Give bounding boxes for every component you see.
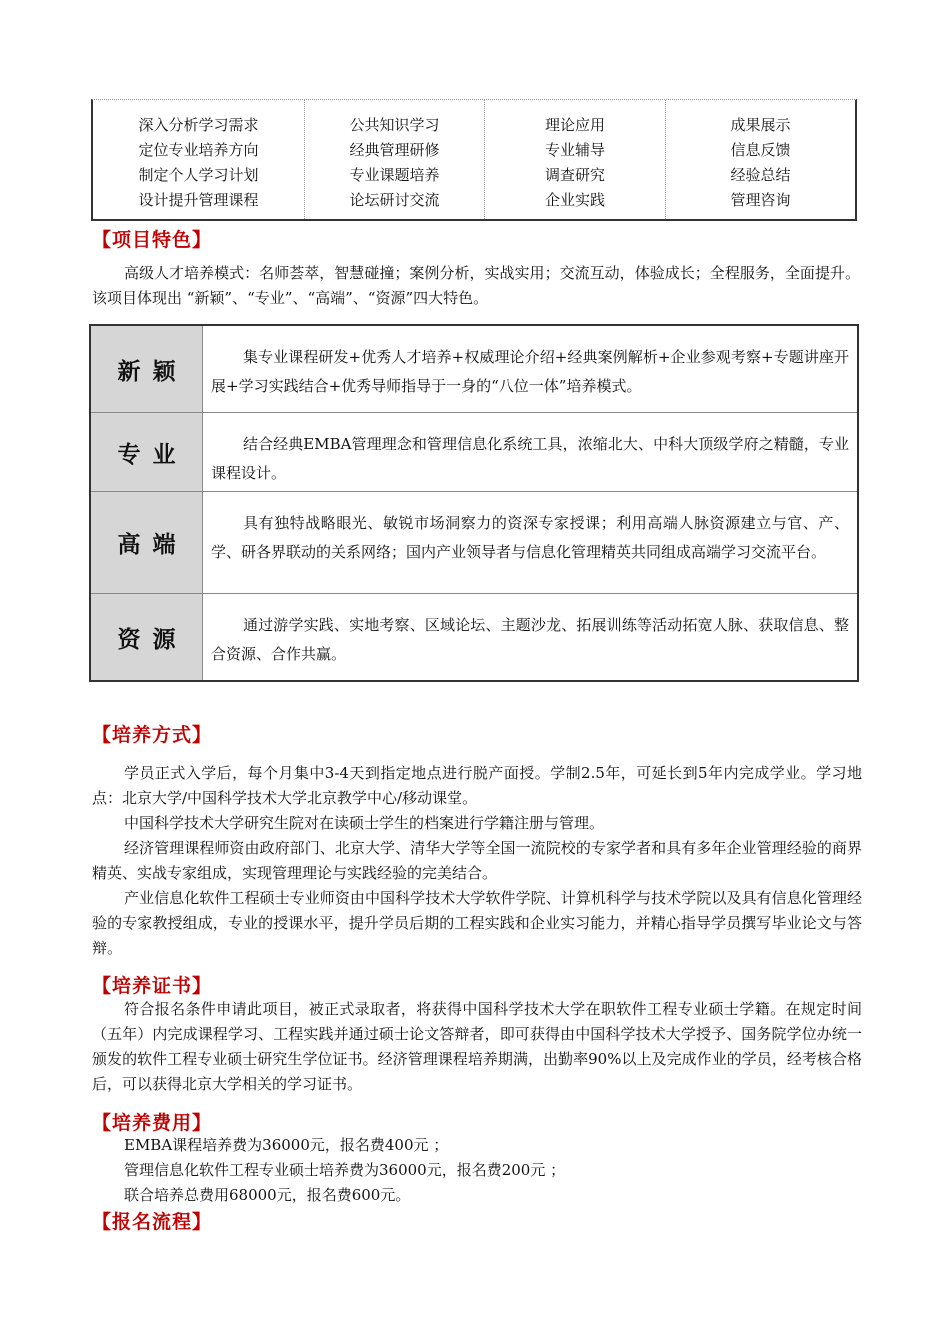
feature-label: 高端 bbox=[91, 492, 203, 593]
feature-label: 资源 bbox=[91, 594, 203, 680]
process-item: 公共知识学习 bbox=[349, 116, 440, 134]
process-item: 专业辅导 bbox=[544, 141, 605, 159]
process-item: 调查研究 bbox=[544, 166, 605, 184]
paragraph: 学员正式入学后，每个月集中3-4天到指定地点进行脱产面授。学制2.5年，可延长到5年内完成学业。学习地点：北京大学/中国科学技术大学北京教学中心/移动课堂。 bbox=[92, 764, 862, 807]
paragraph: 产业信息化软件工程硕士专业师资由中国科学技术大学软件学院、计算机科学与技术学院以及具有信息化管理经验的专家教授组成，专业的授课水平，提升学员后期的工程实践和企业实习能力，并精心指导学员撰写毕业论文与答辩。 bbox=[92, 889, 862, 957]
fees-list bbox=[92, 1133, 862, 1208]
fees-heading: 【培养费用】 bbox=[92, 1112, 213, 1134]
process-item: 经验总结 bbox=[730, 166, 791, 184]
process-item: 企业实践 bbox=[544, 191, 605, 209]
feature-text: 通过游学实践、实地考察、区域论坛、主题沙龙、拓展训练等活动拓宽人脉、获取信息、整合资源、合作共赢。 bbox=[211, 616, 849, 663]
training-method-body bbox=[92, 761, 862, 961]
process-column-2 bbox=[305, 100, 485, 219]
process-item: 设计提升管理课程 bbox=[138, 191, 259, 209]
process-column-4 bbox=[666, 100, 855, 219]
process-item: 制定个人学习计划 bbox=[138, 166, 259, 184]
training-method-heading: 【培养方式】 bbox=[92, 724, 213, 746]
features-table bbox=[89, 324, 859, 682]
process-item: 理论应用 bbox=[544, 116, 605, 134]
certificate-text: 符合报名条件申请此项目，被正式录取者，将获得中国科学技术大学在职软件工程专业硕士学籍。在规定时间（五年）内完成课程学习、工程实践并通过硕士论文答辩者，即可获得由中国科学技术大学授予、国务院学位办统一颁发的软件工程专业硕士研究生学位证书。经济管理课程培养期满，出勤率90%以上及完成作业的学员，经考核合格后，可以获得北京大学相关的学习证书。 bbox=[92, 1000, 862, 1093]
registration-heading: 【报名流程】 bbox=[92, 1211, 213, 1233]
process-item: 经典管理研修 bbox=[349, 141, 440, 159]
feature-row bbox=[91, 413, 857, 492]
feature-text: 具有独特战略眼光、敏锐市场洞察力的资深专家授课；利用高端人脉资源建立与官、产、学、研各界联动的关系网络；国内产业领导者与信息化管理精英共同组成高端学习交流平台。 bbox=[211, 514, 849, 561]
feature-row bbox=[91, 594, 857, 680]
fee-line: 管理信息化软件工程专业硕士培养费为36000元，报名费200元 ； bbox=[124, 1161, 566, 1179]
process-item: 定位专业培养方向 bbox=[138, 141, 259, 159]
process-table bbox=[91, 99, 857, 221]
paragraph: 中国科学技术大学研究生院对在读硕士学生的档案进行学籍注册与管理。 bbox=[124, 814, 605, 832]
certificate-heading: 【培养证书】 bbox=[92, 975, 213, 997]
feature-label: 新颖 bbox=[91, 326, 203, 412]
fee-line: 联合培养总费用68000元，报名费600元。 bbox=[124, 1186, 411, 1204]
process-item: 成果展示 bbox=[730, 116, 791, 134]
process-item: 论坛研讨交流 bbox=[349, 191, 440, 209]
features-heading: 【项目特色】 bbox=[92, 229, 213, 251]
process-column-3 bbox=[485, 100, 666, 219]
process-item: 管理咨询 bbox=[730, 191, 791, 209]
process-item: 信息反馈 bbox=[730, 141, 791, 159]
feature-text: 集专业课程研发+优秀人才培养+权威理论介绍+经典案例解析+企业参观考察+专题讲座开展+学习实践结合+优秀导师指导于一身的“八位一体”培养模式。 bbox=[211, 348, 849, 395]
paragraph: 经济管理课程师资由政府部门、北京大学、清华大学等全国一流院校的专家学者和具有多年企业管理经验的商界精英、实战专家组成，实现管理理论与实践经验的完美结合。 bbox=[92, 839, 862, 882]
fee-line: EMBA课程培养费为36000元，报名费400元 ； bbox=[124, 1136, 449, 1154]
feature-row bbox=[91, 326, 857, 413]
feature-text: 结合经典EMBA管理理念和管理信息化系统工具，浓缩北大、中科大顶级学府之精髓，专业课程设计。 bbox=[211, 435, 849, 482]
feature-row bbox=[91, 492, 857, 594]
process-item: 专业课题培养 bbox=[349, 166, 440, 184]
process-item: 深入分析学习需求 bbox=[138, 116, 259, 134]
features-intro: 高级人才培养模式：名师荟萃，智慧碰撞；案例分析，实战实用；交流互动，体验成长；全程服务，全面提升。该项目体现出 “新颖”、“专业”、“高端”、“资源”四大特色。 bbox=[92, 264, 860, 307]
feature-label: 专业 bbox=[91, 413, 203, 491]
process-column-1 bbox=[93, 100, 305, 219]
